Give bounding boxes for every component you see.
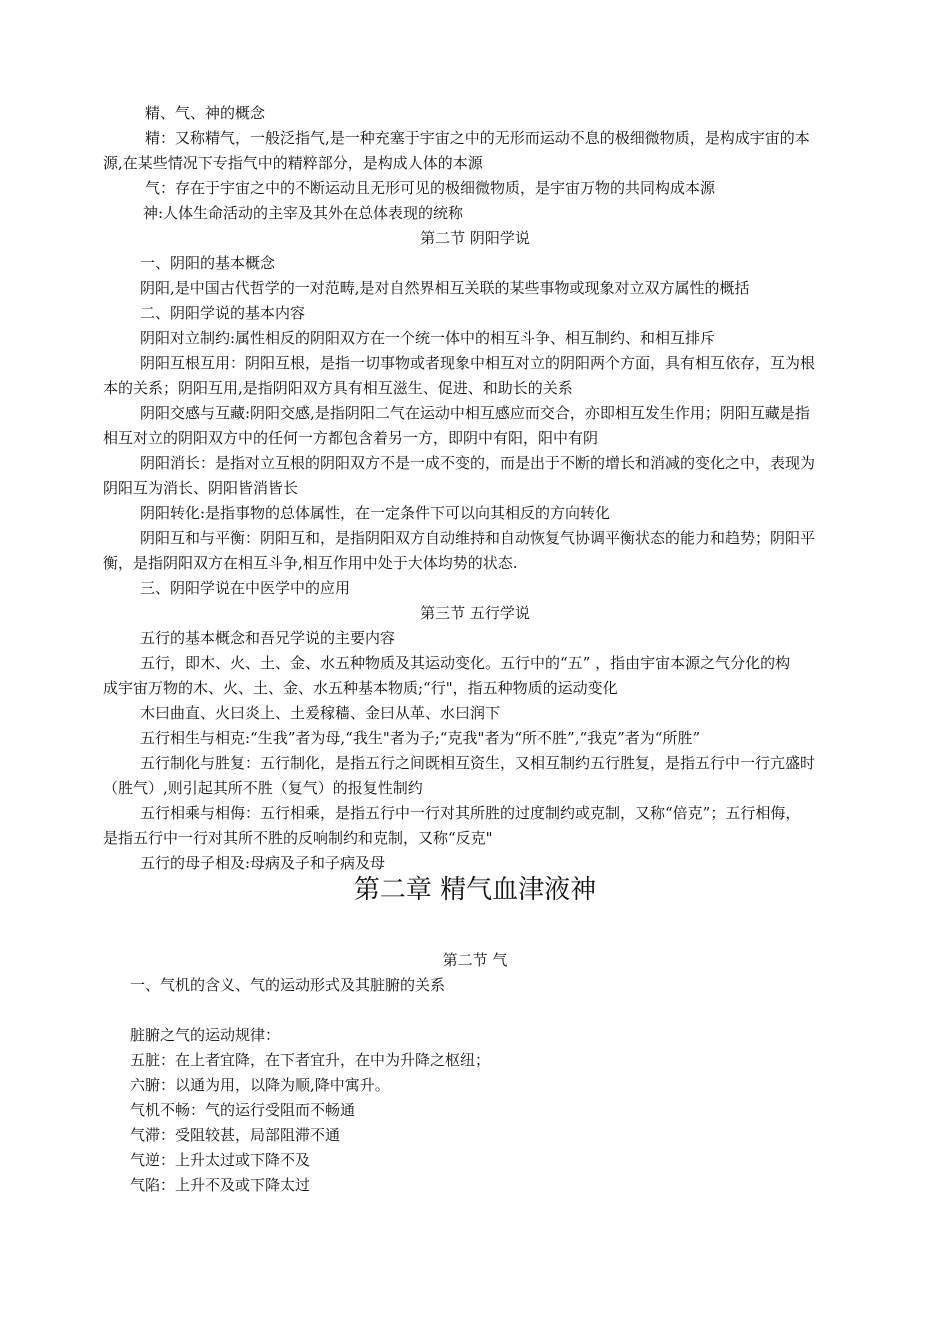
paragraph-line: 阴阳互和与平衡：阴阳互和，是指阴阳双方自动维持和自动恢复气协调平衡状态的能力和趋势；阴阳平 [140,529,816,547]
paragraph-line: 阴阳,是中国古代哲学的一对范畴,是对自然界相互关联的某些事物或现象对立双方属性的概括 [140,279,750,297]
paragraph-line: 气机不畅：气的运行受阻而不畅通 [130,1101,356,1119]
paragraph-line: 气逆：上升太过或下降不及 [130,1151,311,1169]
paragraph-line: 气：存在于宇宙之中的不断运动且无形可见的极细微物质，是宇宙万物的共同构成本源 [145,179,716,197]
subheading: 一、气机的含义、气的运动形式及其脏腑的关系 [130,976,446,994]
paragraph-line: 阴阳互根互用：阴阳互根，是指一切事物或者现象中相互对立的阴阳两个方面，具有相互依存，互为根 [140,354,816,372]
paragraph-line: （胜气）,则引起其所不胜（复气）的报复性制约 [103,779,423,797]
paragraph-line: 气陷：上升不及或下降太过 [130,1176,311,1194]
paragraph-line: 阴阳互为消长、阴阳皆消皆长 [103,479,299,497]
paragraph-line: 相互对立的阴阳双方中的任何一方都包含着另一方，即阴中有阳，阳中有阴 [103,429,599,447]
paragraph-line: 成宇宙万物的木、火、土、金、水五种基本物质;“行"，指五种物质的运动变化 [103,679,618,697]
paragraph-line: 阴阳转化:是指事物的总体属性，在一定条件下可以向其相反的方向转化 [140,504,611,522]
paragraph-line: 木曰曲直、火曰炎上、土爰稼穑、金曰从革、水曰润下 [140,704,501,722]
paragraph-line: 五行的母子相及:母病及子和子病及母 [140,854,386,872]
paragraph-line: 神:人体生命活动的主宰及其外在总体表现的统称 [143,204,464,222]
section-title-yin-yang: 第二节 阴阳学说 [420,229,530,247]
paragraph-line: 五行相生与相克:“生我”者为母,“我生"者为子;“克我"者为“所不胜”,“我克”者为“所胜” [140,729,701,747]
paragraph-line: 五行制化与胜复：五行制化，是指五行之间既相互资生，又相互制约五行胜复，是指五行中一行亢盛时 [140,754,816,772]
paragraph-line: 是指五行中一行对其所不胜的反响制约和克制，又称“反克" [103,829,493,847]
section-title-qi: 第二节 气 [442,951,508,969]
section-title-five-phases: 第三节 五行学说 [420,604,530,622]
paragraph-line: 五行的基本概念和吾兄学说的主要内容 [140,629,396,647]
subheading: 一、阴阳的基本概念 [140,254,276,272]
paragraph-line: 衡，是指阴阳双方在相互斗争,相互作用中处于大体均势的状态. [103,554,518,572]
paragraph-line: 五行相乘与相侮：五行相乘，是指五行中一行对其所胜的过度制约或克制，又称“倍克”；五行相侮， [140,804,801,822]
paragraph-line: 阴阳消长：是指对立互根的阴阳双方不是一成不变的，而是出于不断的增长和消减的变化之中，表现为 [140,454,816,472]
paragraph-line: 脏腑之气的运动规律： [130,1026,281,1044]
paragraph-line: 五行，即木、火、土、金、水五种物质及其运动变化。五行中的“五” ，指由宇宙本源之气分化的构 [140,654,791,672]
subheading: 三、阴阳学说在中医学中的应用 [140,579,351,597]
paragraph-line: 五脏：在上者宜降，在下者宜升，在中为升降之枢纽； [130,1051,491,1069]
paragraph-line: 六腑：以通为用，以降为顺,降中寓升。 [130,1076,390,1094]
paragraph-line: 精：又称精气，一般泛指气,是一种充塞于宇宙之中的无形而运动不息的极细微物质，是构成宇宙的本 [145,129,810,147]
paragraph-line: 阴阳对立制约:属性相反的阴阳双方在一个统一体中的相互斗争、相互制约、和相互排斥 [140,329,716,347]
paragraph-line: 源,在某些情况下专指气中的精粹部分，是构成人体的本源 [103,154,483,172]
paragraph-line: 气滞：受阻较甚，局部阻滞不通 [130,1126,341,1144]
paragraph-line: 本的关系；阴阳互用,是指阴阳双方具有相互滋生、促进、和助长的关系 [103,379,573,397]
subheading: 二、阴阳学说的基本内容 [140,304,306,322]
chapter-title: 第二章 精气血津液神 [353,875,597,905]
paragraph-line: 阴阳交感与互藏:阴阳交感,是指阴阳二气在运动中相互感应而交合，亦即相互发生作用；阴阳互藏是指 [140,404,810,422]
heading-jing-qi-shen: 精、气、神的概念 [145,104,266,122]
